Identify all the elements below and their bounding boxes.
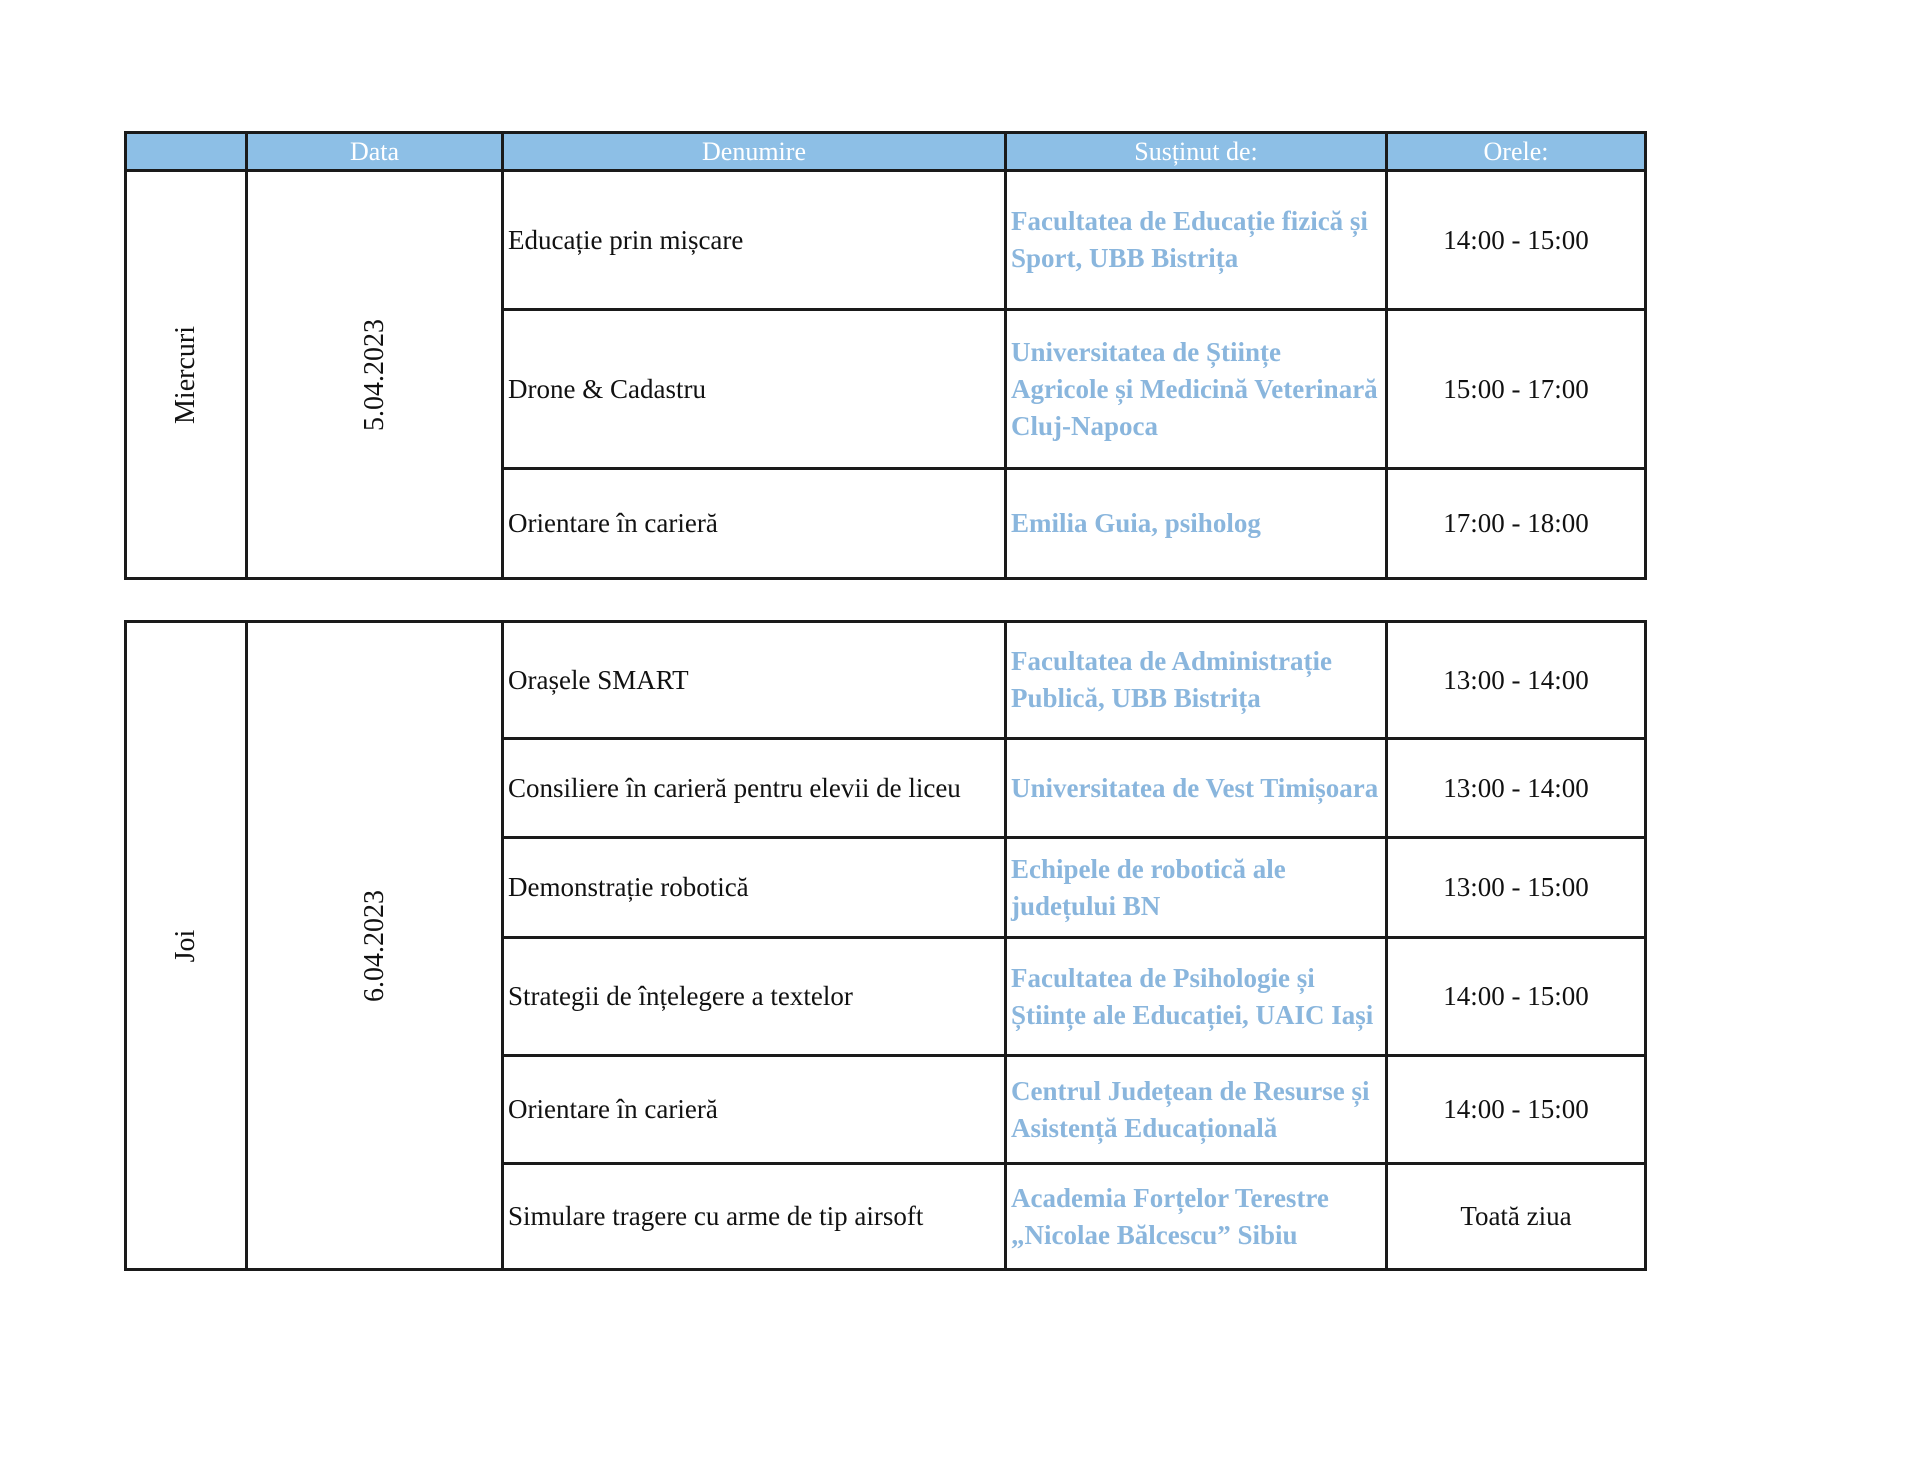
organizer: Facultatea de Educație fizică și Sport, UBB Bistrița bbox=[1006, 171, 1387, 310]
organizer: Facultatea de Administrație Publică, UBB Bistrița bbox=[1006, 622, 1387, 739]
organizer: Echipele de robotică ale județului BN bbox=[1006, 838, 1387, 938]
header-row bbox=[126, 133, 1646, 171]
day-cell bbox=[126, 171, 247, 579]
activity-name: Strategii de înțelegere a textelor bbox=[503, 938, 1006, 1056]
activity-name: Simulare tragere cu arme de tip airsoft bbox=[503, 1164, 1006, 1270]
day-label: Joi bbox=[170, 929, 201, 962]
schedule-table-wednesday bbox=[124, 131, 1647, 580]
header-name: Denumire bbox=[503, 133, 1006, 171]
schedule-block-wednesday bbox=[124, 131, 1644, 580]
hours: 14:00 - 15:00 bbox=[1387, 938, 1646, 1056]
schedule-block-thursday bbox=[124, 620, 1644, 1271]
organizer: Emilia Guia, psiholog bbox=[1006, 469, 1387, 579]
organizer: Universitatea de Științe Agricole și Medicină Veterinară Cluj-Napoca bbox=[1006, 310, 1387, 469]
activity-name: Orientare în carieră bbox=[503, 469, 1006, 579]
table-row bbox=[126, 171, 1646, 310]
organizer: Universitatea de Vest Timișoara bbox=[1006, 739, 1387, 838]
organizer: Academia Forțelor Terestre „Nicolae Bălcescu” Sibiu bbox=[1006, 1164, 1387, 1270]
table-row bbox=[126, 622, 1646, 739]
activity-name: Demonstrație robotică bbox=[503, 838, 1006, 938]
activity-name: Orientare în carieră bbox=[503, 1056, 1006, 1164]
hours: 13:00 - 14:00 bbox=[1387, 739, 1646, 838]
hours: 13:00 - 14:00 bbox=[1387, 622, 1646, 739]
header-hours: Orele: bbox=[1387, 133, 1646, 171]
date-cell bbox=[247, 622, 503, 1270]
activity-name: Educație prin mișcare bbox=[503, 171, 1006, 310]
date-cell bbox=[247, 171, 503, 579]
hours: 14:00 - 15:00 bbox=[1387, 1056, 1646, 1164]
schedule-table-thursday bbox=[124, 620, 1647, 1271]
date-label: 5.04.2023 bbox=[358, 318, 390, 431]
header-organizer: Susținut de: bbox=[1006, 133, 1387, 171]
activity-name: Drone & Cadastru bbox=[503, 310, 1006, 469]
hours: 13:00 - 15:00 bbox=[1387, 838, 1646, 938]
header-date: Data bbox=[247, 133, 503, 171]
activity-name: Orașele SMART bbox=[503, 622, 1006, 739]
hours: 14:00 - 15:00 bbox=[1387, 171, 1646, 310]
activity-name: Consiliere în carieră pentru elevii de liceu bbox=[503, 739, 1006, 838]
date-label: 6.04.2023 bbox=[358, 889, 390, 1002]
organizer: Centrul Județean de Resurse și Asistență Educațională bbox=[1006, 1056, 1387, 1164]
hours: 15:00 - 17:00 bbox=[1387, 310, 1646, 469]
organizer: Facultatea de Psihologie și Științe ale Educației, UAIC Iași bbox=[1006, 938, 1387, 1056]
day-cell bbox=[126, 622, 247, 1270]
hours: 17:00 - 18:00 bbox=[1387, 469, 1646, 579]
hours: Toată ziua bbox=[1387, 1164, 1646, 1270]
day-label: Miercuri bbox=[170, 325, 201, 424]
header-day bbox=[126, 133, 247, 171]
